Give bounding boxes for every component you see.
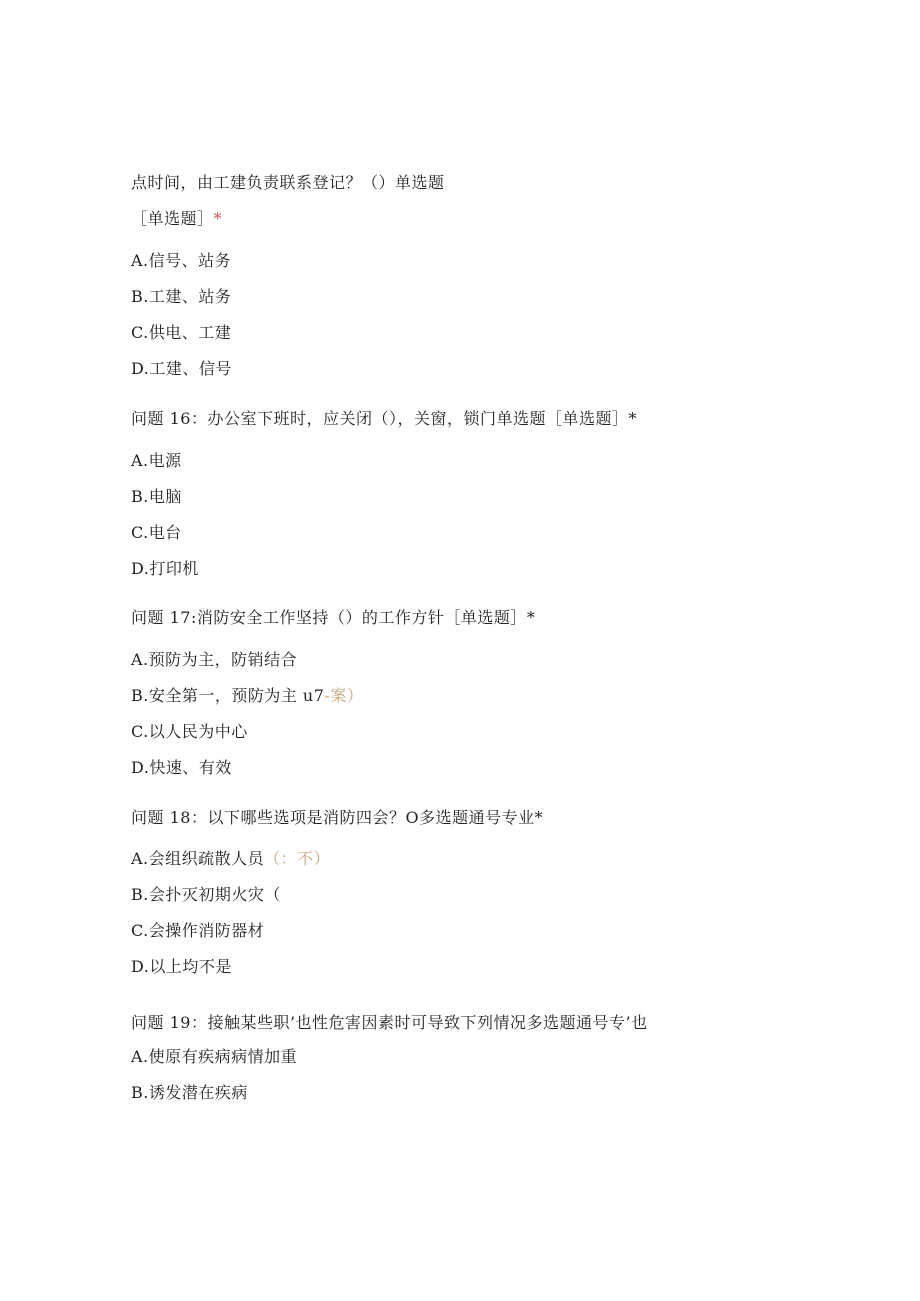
q15-option-d[interactable]: D.工建、信号 <box>131 359 232 378</box>
q18-option-a-text: A.会组织疏散人员 <box>131 849 265 868</box>
q18-option-a[interactable] <box>131 849 330 869</box>
q17-option-b-text: B.安全第一，预防为主 u7 <box>131 686 325 705</box>
q15-type-label: ［单选题］ <box>131 209 214 228</box>
q17-option-b[interactable] <box>131 686 363 706</box>
q15-option-b[interactable]: B.工建、站务 <box>131 287 232 306</box>
q15-option-c[interactable]: C.供电、工建 <box>131 323 232 342</box>
q17-option-c[interactable]: C.以人民为中心 <box>131 722 248 741</box>
q15-option-a[interactable]: A.信号、站务 <box>131 251 232 270</box>
q18-option-c[interactable]: C.会操作消防器材 <box>131 921 265 940</box>
q17-option-b-faded: -案） <box>324 686 364 705</box>
q19-option-a[interactable]: A.使原有疾病病情加重 <box>131 1047 298 1066</box>
q17-option-d[interactable]: D.快速、有效 <box>131 758 232 777</box>
q16-option-c[interactable]: C.电台 <box>131 523 182 542</box>
q18-option-d[interactable]: D.以上均不是 <box>131 957 232 976</box>
q16-option-d[interactable]: D.打印机 <box>131 559 199 578</box>
q18-option-b[interactable]: B.会扑灭初期火灾（ <box>131 885 281 904</box>
q15-type-tag <box>131 209 222 229</box>
q15-stem: 点时间，由工建负责联系登记？（）单选题 <box>131 173 445 192</box>
q17-stem: 问题 17:消防安全工作坚持（）的工作方针［单选题］* <box>131 608 536 627</box>
required-star: * <box>213 209 223 228</box>
q18-option-a-faded: （：不） <box>264 849 331 868</box>
q16-option-b[interactable]: B.电脑 <box>131 487 182 506</box>
q18-stem: 问题 18：以下哪些选项是消防四会？O多选题通号专业* <box>131 808 544 827</box>
q17-option-a[interactable]: A.预防为主，防销结合 <box>131 650 298 669</box>
q19-stem: 问题 19：接触某些职’也性危害因素时可导致下列情况多选题通号专’也 <box>131 1013 648 1032</box>
q19-option-b[interactable]: B.诱发潜在疾病 <box>131 1083 248 1102</box>
q16-option-a[interactable]: A.电源 <box>131 451 182 470</box>
q16-stem: 问题 16：办公室下班时，应关闭（），关窗，锁门单选题［单选题］* <box>131 409 637 428</box>
